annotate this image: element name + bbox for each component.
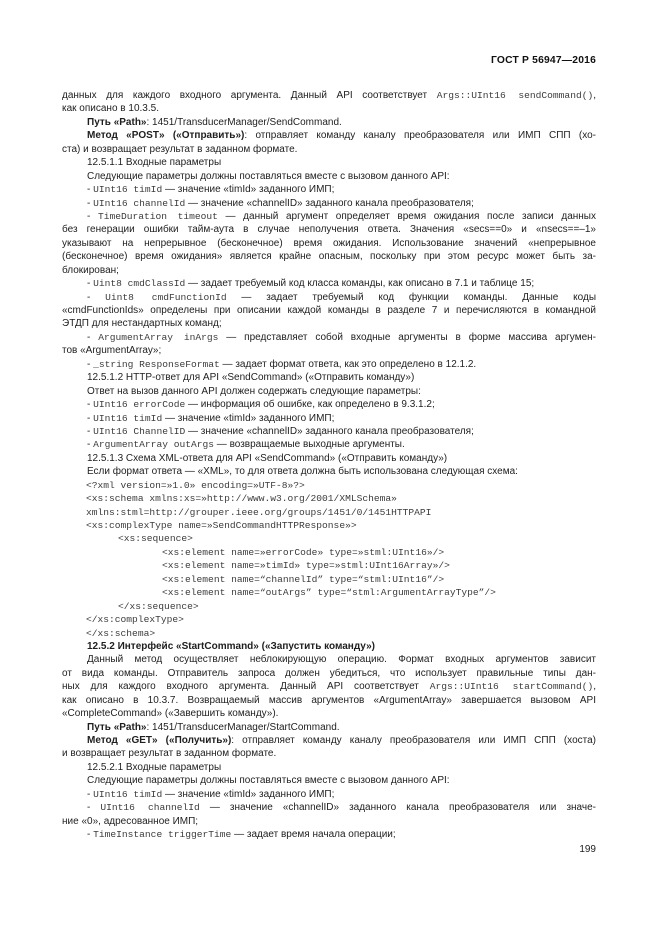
code-line (62, 573, 596, 586)
text-line (62, 747, 596, 760)
code-run: Uint8 cmdClassId (93, 278, 186, 290)
text-run: - (87, 197, 94, 209)
text-line (62, 277, 596, 290)
text-line (62, 291, 596, 304)
text-run: : 1451/TransducerManager/SendCommand. (146, 116, 342, 128)
text-run: «CompleteCommand» («Завершить команду»). (62, 708, 279, 720)
text-run: — значение «timId» заданного ИМП; (162, 788, 335, 800)
running-header: ГОСТ Р 56947—2016 (490, 55, 596, 66)
text-line (62, 653, 596, 666)
text-line (62, 170, 596, 183)
text-run: — задает требуемый код функции команды. Данные коды (226, 291, 597, 303)
code-run: <xs:element name=»errorCode» type=»stml:UInt16»/> (162, 546, 445, 558)
text-run: - (87, 331, 99, 343)
text-line (62, 304, 596, 317)
code-line (62, 627, 596, 640)
text-run: - (87, 788, 94, 800)
text-run: : отправляет команду каналу преобразователя или ИМП СПП (хо- (244, 130, 597, 142)
text-line (62, 774, 596, 787)
text-run: , (593, 681, 596, 693)
text-line (62, 680, 596, 693)
text-line (62, 344, 596, 357)
text-line (62, 412, 596, 425)
text-run: тов «ArgumentArray»; (62, 345, 162, 357)
text-run: - (87, 184, 94, 196)
text-run: (бесконечное) время ожидания» является крайне опасным, поскольку при этом ресурс может быть за- (62, 251, 596, 263)
code-run: Args::UInt16 sendCommand() (436, 90, 594, 101)
text-run: ных для каждого входного аргумента. Данный API соответствует (62, 681, 430, 693)
code-run: UInt16 timId (93, 412, 163, 424)
text-line (62, 452, 596, 465)
text-run: - (87, 358, 94, 370)
code-line (62, 613, 596, 626)
text-line (62, 331, 596, 344)
text-line (62, 425, 596, 438)
text-run: - (87, 291, 106, 303)
code-run: UInt16 channelId (93, 197, 186, 209)
text-line (62, 116, 596, 129)
code-run: <xs:complexType name=»SendCommandHTTPResponse»> (86, 520, 357, 531)
text-run: 12.5.2.1 Входные параметры (87, 761, 222, 773)
text-line (62, 694, 596, 707)
text-line (62, 223, 596, 236)
code-run: </xs:schema> (86, 627, 156, 639)
text-run: : отправляет команду каналу преобразователя или ИМП СПП (хоста) (231, 735, 596, 746)
bold-run: Метод «POST» («Отправить») (87, 130, 245, 142)
text-run: - (87, 439, 94, 451)
document-body (62, 89, 596, 842)
text-run: ЭТДП для нестандартных команд; (62, 318, 222, 330)
text-line (62, 371, 596, 384)
code-run: UInt16 timId (93, 788, 163, 800)
text-line (62, 707, 596, 720)
text-line (62, 317, 596, 330)
code-run: UInt16 errorCode (93, 399, 186, 411)
text-line (62, 761, 596, 774)
text-run: Следующие параметры должны поставляться вместе с вызовом данного API: (87, 775, 450, 787)
code-run: </xs:complexType> (86, 614, 184, 626)
text-run: : 1451/TransducerManager/StartCommand. (146, 721, 340, 733)
text-line (62, 815, 596, 828)
text-line (62, 237, 596, 250)
bold-run: Путь «Path» (87, 116, 147, 128)
text-run: — данный аргумент определяет время ожидания после записи данных (217, 210, 596, 222)
code-run: Uint8 cmdFunctionId (105, 291, 227, 303)
code-run: <xs:element name=“outArgs” type=“stml:ArgumentArrayType”/> (162, 587, 496, 599)
text-line (62, 358, 596, 371)
text-run: - (87, 210, 98, 222)
code-line (62, 546, 596, 559)
text-run: блокирован; (62, 264, 119, 276)
code-line (62, 600, 596, 613)
text-run: - (87, 399, 94, 411)
text-run: — представляет собой входные аргументы в форме массива аргумен- (218, 331, 596, 343)
text-run: — возвращаемые выходные аргументы. (214, 439, 405, 451)
bold-run: 12.5.2 Интерфейс «StartCommand» («Запустить команду») (87, 640, 376, 652)
text-run: - (87, 802, 101, 814)
text-line (62, 143, 596, 156)
code-run: <xs:element name=»timId» type=»stml:UInt16Array»/> (162, 560, 450, 572)
text-line (62, 465, 596, 478)
text-run: ние «0», адресованное ИМП; (62, 815, 199, 827)
text-run: данных для каждого входного аргумента. Данный API соответствует (62, 90, 437, 101)
text-run: Ответ на вызов данного API должен содержать следующие параметры: (87, 385, 421, 397)
code-run: UInt16 ChannelID (93, 425, 186, 437)
text-run: как описано в 10.3.5. (62, 103, 159, 115)
text-line (62, 721, 596, 734)
text-run: — задает время начала операции; (231, 829, 396, 841)
text-line (62, 197, 596, 210)
text-run: — значение «channelID» заданного канала преобразователя или значе- (199, 802, 596, 814)
text-line (62, 801, 596, 814)
code-run: </xs:sequence> (118, 600, 199, 612)
text-line (62, 89, 596, 102)
code-run: <xs:schema xmlns:xs=»http://www.w3.org/2001/XMLSchema» (86, 493, 397, 505)
bold-run: Путь «Path» (87, 721, 147, 733)
text-line (62, 788, 596, 801)
text-run: - (87, 829, 94, 841)
code-run: UInt16 channelId (100, 802, 200, 814)
text-run: - (87, 425, 94, 437)
code-line (62, 586, 596, 599)
code-run: ArgumentArray inArgs (98, 331, 219, 343)
text-run: 12.5.1.3 Схема XML-ответа для API «SendCommand» («Отправить команду») (87, 452, 448, 464)
text-run: Данный метод осуществляет неблокирующую операцию. Формат входных аргументов зависит (87, 654, 596, 666)
text-run: «cmdFunctionIds» определены при описании каждой команды в разделе 7 и перечисляются в командной (62, 305, 596, 316)
text-run: и возвращает результат в заданном формате. (62, 748, 277, 760)
text-run: - (87, 412, 94, 424)
page-number: 199 (579, 844, 596, 855)
text-line (62, 250, 596, 263)
text-run: — задает требуемый код класса команды, как описано в 7.1 и таблице 15; (185, 278, 535, 290)
code-line (62, 519, 596, 532)
code-line (62, 479, 596, 492)
code-run: <?xml version=»1.0» encoding=»UTF-8»?> (86, 479, 305, 491)
text-run: Следующие параметры должны поставляться вместе с вызовом данного API: (87, 170, 450, 182)
text-line (62, 210, 596, 223)
text-line (62, 264, 596, 277)
text-line (62, 734, 596, 747)
text-run: — значение «timId» заданного ИМП; (162, 412, 335, 424)
text-line (62, 828, 596, 841)
code-run: TimeInstance triggerTime (93, 829, 232, 841)
text-line (62, 398, 596, 411)
code-run: TimeDuration timeout (97, 210, 218, 222)
code-run: UInt16 timId (93, 184, 163, 196)
text-line (62, 640, 596, 653)
code-line (62, 559, 596, 572)
text-run: указывают на непрерывное (бесконечное) время ожидания. Использование значений «непрерывное (62, 237, 596, 249)
text-line (62, 102, 596, 115)
text-run: как описано в 10.3.7. Возвращаемый массив аргументов «ArgumentArray» завершается вызовом API (62, 694, 596, 706)
code-line (62, 492, 596, 505)
text-line (62, 438, 596, 451)
text-line (62, 183, 596, 196)
code-run: <xs:element name=“channelId” type=“stml:UInt16”/> (162, 573, 445, 585)
text-line (62, 385, 596, 398)
text-line (62, 156, 596, 169)
text-run: 12.5.1.1 Входные параметры (87, 157, 222, 169)
code-line (62, 506, 596, 519)
code-run: xmlns:stml=http://grouper.ieee.org/groups/1451/0/1451HTTPAPI (86, 506, 432, 518)
text-run: ста) и возвращает результат в заданном формате. (62, 143, 298, 155)
text-run: — задает формат ответа, как это определено в 12.1.2. (219, 358, 477, 370)
code-line (62, 532, 596, 545)
text-run: - (87, 278, 94, 290)
text-run: 12.5.1.2 HTTP-ответ для API «SendCommand» («Отправить команду») (87, 372, 415, 384)
text-run: без генерации ошибки тайм-аута в случае неполучения ответа. Значения «secs==0» и «nsecs==–1» (62, 224, 596, 236)
text-run: — значение «channelID» заданного канала преобразователя; (185, 197, 474, 209)
text-run: — информация об ошибке, как определено в 9.3.1.2; (185, 399, 435, 411)
text-run: — значение «timId» заданного ИМП; (162, 184, 335, 196)
text-run: , (593, 90, 597, 101)
code-run: _string ResponseFormat (93, 358, 220, 370)
code-run: <xs:sequence> (118, 533, 193, 545)
text-run: от вида команды. Отправитель запроса должен убедиться, что использует правильные типы дан- (62, 667, 596, 679)
text-line (62, 129, 596, 142)
code-run: ArgumentArray outArgs (93, 439, 215, 451)
text-line (62, 667, 596, 680)
text-run: Если формат ответа — «XML», то для ответа должна быть использована следующая схема: (87, 466, 518, 478)
bold-run: Метод «GET» («Получить») (87, 735, 232, 746)
text-run: — значение «channelID» заданного канала преобразователя; (185, 425, 474, 437)
code-run: Args::UInt16 startCommand() (429, 681, 594, 693)
